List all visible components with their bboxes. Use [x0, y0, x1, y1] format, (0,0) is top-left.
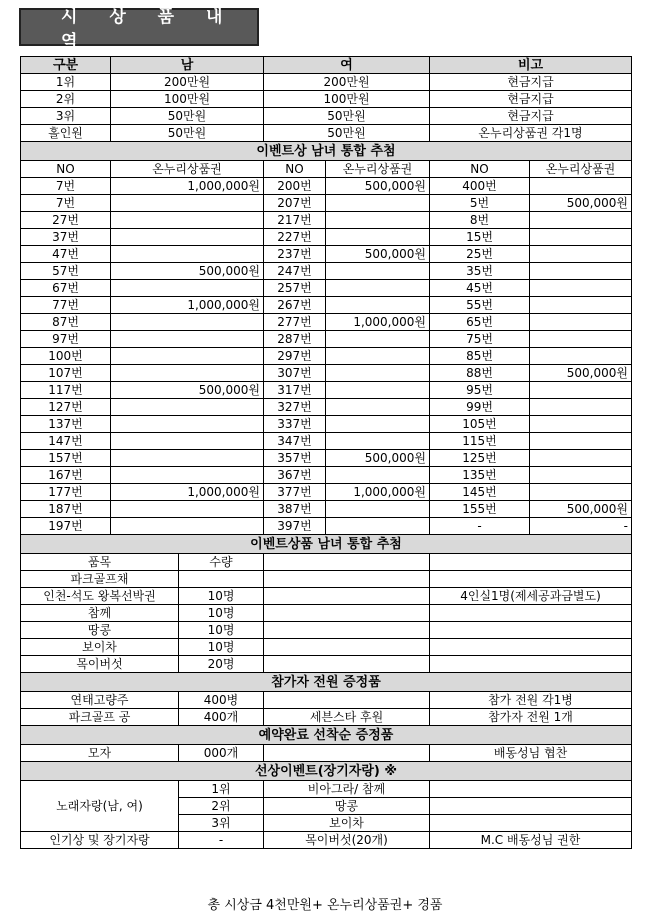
table-cell: 10명	[179, 622, 264, 639]
lottery-row	[21, 297, 632, 314]
table-cell	[326, 365, 430, 382]
footer-total: 총 시상금 4천만원+ 온누리상품권+ 경품	[207, 898, 443, 913]
table-cell: 197번	[21, 518, 111, 535]
table-cell: 77번	[21, 297, 111, 314]
table-cell	[264, 656, 430, 673]
table-cell	[430, 639, 632, 656]
table-cell	[530, 416, 632, 433]
lottery-row	[21, 450, 632, 467]
table-cell: 노래자랑(남, 여)	[21, 781, 179, 832]
table-cell: 95번	[430, 382, 530, 399]
table-cell: 400병	[179, 692, 264, 709]
table-cell: 187번	[21, 501, 111, 518]
table-cell	[530, 280, 632, 297]
table-cell: 177번	[21, 484, 111, 501]
table-cell: 137번	[21, 416, 111, 433]
table-cell	[530, 467, 632, 484]
table-cell: 307번	[264, 365, 326, 382]
table-cell: 홀인원	[21, 125, 111, 142]
table-cell: 보이차	[264, 815, 430, 832]
section-header	[21, 673, 632, 692]
table-cell: 1,000,000원	[111, 484, 264, 501]
table-cell: 35번	[430, 263, 530, 280]
column-header: 온누리상품권	[326, 161, 430, 178]
goods-row	[21, 639, 632, 656]
table-cell: 500,000원	[326, 450, 430, 467]
table-cell: 목이버섯(20개)	[264, 832, 430, 849]
lottery-row	[21, 178, 632, 195]
table-cell: 세븐스타 후원	[264, 709, 430, 726]
table-cell	[111, 280, 264, 297]
table-cell: 100번	[21, 348, 111, 365]
table-cell	[326, 195, 430, 212]
table-cell: 1,000,000원	[326, 484, 430, 501]
table-cell: 500,000원	[326, 246, 430, 263]
table-cell: 397번	[264, 518, 326, 535]
table-cell: 297번	[264, 348, 326, 365]
section-title: 예약완료 선착순 증정품	[21, 726, 632, 745]
table-cell: 50만원	[111, 108, 264, 125]
lottery-row	[21, 314, 632, 331]
table-cell	[326, 382, 430, 399]
table-cell: 67번	[21, 280, 111, 297]
table-cell: 105번	[430, 416, 530, 433]
table-cell	[530, 399, 632, 416]
table-cell	[179, 571, 264, 588]
table-cell: 500,000원	[530, 365, 632, 382]
participant-row	[21, 709, 632, 726]
lottery-row	[21, 280, 632, 297]
table-cell	[111, 212, 264, 229]
prize-table	[20, 56, 632, 849]
table-cell: 400개	[179, 709, 264, 726]
table-cell: 135번	[430, 467, 530, 484]
table-cell	[111, 501, 264, 518]
column-header: 수량	[179, 554, 264, 571]
table-cell: 참가 전원 각1병	[430, 692, 632, 709]
table-cell	[326, 297, 430, 314]
table-cell: 500,000원	[111, 382, 264, 399]
table-cell: 파크골프 공	[21, 709, 179, 726]
table-cell: 100만원	[111, 91, 264, 108]
table-cell	[326, 331, 430, 348]
table-cell: 100만원	[264, 91, 430, 108]
table-cell: 4인실1명(제세공과금별도)	[430, 588, 632, 605]
table-cell: 목이버섯	[21, 656, 179, 673]
table-cell: 참께	[21, 605, 179, 622]
table-cell: 10명	[179, 588, 264, 605]
lottery-row	[21, 518, 632, 535]
table-cell: 20명	[179, 656, 264, 673]
table-cell: 200만원	[111, 74, 264, 91]
table-cell: 온누리상품권 각1명	[430, 125, 632, 142]
goods-row	[21, 622, 632, 639]
lottery-row	[21, 467, 632, 484]
table-cell: 현금지급	[430, 74, 632, 91]
table-cell	[111, 433, 264, 450]
table-cell: 237번	[264, 246, 326, 263]
table-cell: 85번	[430, 348, 530, 365]
table-cell: 500,000원	[530, 195, 632, 212]
table-cell: 50만원	[111, 125, 264, 142]
table-cell: 47번	[21, 246, 111, 263]
table-cell	[111, 348, 264, 365]
lottery-row	[21, 501, 632, 518]
lottery-row	[21, 416, 632, 433]
table-cell: M.C 배동성님 권한	[430, 832, 632, 849]
table-cell: 117번	[21, 382, 111, 399]
table-cell: 1,000,000원	[111, 297, 264, 314]
lottery-row	[21, 212, 632, 229]
table-cell	[111, 450, 264, 467]
table-cell: 8번	[430, 212, 530, 229]
table-cell: 500,000원	[326, 178, 430, 195]
prize-row	[21, 91, 632, 108]
table-cell	[326, 399, 430, 416]
table-cell: 500,000원	[530, 501, 632, 518]
table-cell	[430, 554, 632, 571]
table-cell: 200만원	[264, 74, 430, 91]
table-cell: 88번	[430, 365, 530, 382]
lottery-row	[21, 484, 632, 501]
table-cell: 500,000원	[111, 263, 264, 280]
table-cell	[430, 781, 632, 798]
column-header: 온누리상품권	[530, 161, 632, 178]
prize-header-row	[21, 57, 632, 74]
table-cell	[530, 178, 632, 195]
section-header	[21, 535, 632, 554]
table-cell	[530, 331, 632, 348]
prize-row	[21, 108, 632, 125]
table-cell	[111, 467, 264, 484]
table-cell: 125번	[430, 450, 530, 467]
table-cell: 127번	[21, 399, 111, 416]
karaoke-row	[21, 781, 632, 798]
lottery-row	[21, 331, 632, 348]
table-cell: 땅콩	[264, 798, 430, 815]
table-cell: 현금지급	[430, 108, 632, 125]
table-cell: 107번	[21, 365, 111, 382]
lottery-row	[21, 365, 632, 382]
table-cell: 1위	[21, 74, 111, 91]
table-cell: 75번	[430, 331, 530, 348]
table-cell: -	[179, 832, 264, 849]
table-cell: 377번	[264, 484, 326, 501]
table-cell	[111, 246, 264, 263]
table-cell	[111, 195, 264, 212]
table-cell: -	[430, 518, 530, 535]
popular-row	[21, 832, 632, 849]
table-cell: 인기상 및 장기자랑	[21, 832, 179, 849]
table-cell: 327번	[264, 399, 326, 416]
table-cell: 1,000,000원	[111, 178, 264, 195]
table-cell: 147번	[21, 433, 111, 450]
page-title: 시 상 품 내 역	[19, 8, 259, 46]
table-cell: 2위	[21, 91, 111, 108]
lottery-header-row	[21, 161, 632, 178]
section-title: 참가자 전원 증정품	[21, 673, 632, 692]
table-cell: 207번	[264, 195, 326, 212]
column-header: NO	[264, 161, 326, 178]
lottery-row	[21, 195, 632, 212]
table-cell: 비아그라/ 참께	[264, 781, 430, 798]
table-cell: 10명	[179, 639, 264, 656]
table-cell	[111, 518, 264, 535]
table-cell	[264, 571, 430, 588]
table-cell: 57번	[21, 263, 111, 280]
table-cell	[430, 798, 632, 815]
table-cell	[430, 815, 632, 832]
table-cell: 145번	[430, 484, 530, 501]
table-cell	[111, 314, 264, 331]
table-cell	[326, 263, 430, 280]
lottery-row	[21, 263, 632, 280]
lottery-row	[21, 348, 632, 365]
table-cell: 인천-석도 왕복선박권	[21, 588, 179, 605]
column-header: 비고	[430, 57, 632, 74]
table-cell	[530, 314, 632, 331]
table-cell: -	[530, 518, 632, 535]
reservation-row	[21, 745, 632, 762]
section-title: 이벤트상 남녀 통합 추첨	[21, 142, 632, 161]
lottery-row	[21, 229, 632, 246]
section-header	[21, 726, 632, 745]
table-cell	[530, 212, 632, 229]
table-cell: 현금지급	[430, 91, 632, 108]
table-cell: 400번	[430, 178, 530, 195]
column-header: 온누리상품권	[111, 161, 264, 178]
lottery-row	[21, 399, 632, 416]
table-cell: 155번	[430, 501, 530, 518]
table-cell	[111, 416, 264, 433]
participant-row	[21, 692, 632, 709]
table-cell: 167번	[21, 467, 111, 484]
lottery-row	[21, 246, 632, 263]
table-cell: 3위	[21, 108, 111, 125]
table-cell: 227번	[264, 229, 326, 246]
goods-header-row	[21, 554, 632, 571]
table-cell: 참가자 전원 1개	[430, 709, 632, 726]
table-cell: 247번	[264, 263, 326, 280]
table-cell: 땅콩	[21, 622, 179, 639]
table-cell: 347번	[264, 433, 326, 450]
table-cell: 115번	[430, 433, 530, 450]
column-header: 품목	[21, 554, 179, 571]
table-cell	[326, 348, 430, 365]
table-cell: 267번	[264, 297, 326, 314]
section-title: 선상이벤트(장기자랑) ※	[21, 762, 632, 781]
table-cell	[264, 745, 430, 762]
table-cell: 357번	[264, 450, 326, 467]
table-cell: 2위	[179, 798, 264, 815]
table-cell	[264, 554, 430, 571]
table-cell: 200번	[264, 178, 326, 195]
table-cell: 50만원	[264, 108, 430, 125]
table-cell: 000개	[179, 745, 264, 762]
table-cell	[326, 518, 430, 535]
lottery-row	[21, 382, 632, 399]
table-cell: 65번	[430, 314, 530, 331]
table-cell: 87번	[21, 314, 111, 331]
table-cell	[111, 331, 264, 348]
prize-row	[21, 125, 632, 142]
table-cell	[326, 501, 430, 518]
column-header: 여	[264, 57, 430, 74]
table-cell: 277번	[264, 314, 326, 331]
table-cell	[430, 656, 632, 673]
lottery-row	[21, 433, 632, 450]
section-header	[21, 762, 632, 781]
table-cell: 1위	[179, 781, 264, 798]
table-cell	[264, 639, 430, 656]
table-cell	[326, 416, 430, 433]
table-cell: 파크골프채	[21, 571, 179, 588]
table-cell: 97번	[21, 331, 111, 348]
table-cell	[530, 297, 632, 314]
table-cell: 배동성님 협찬	[430, 745, 632, 762]
table-cell: 10명	[179, 605, 264, 622]
table-cell	[530, 450, 632, 467]
table-cell	[530, 382, 632, 399]
table-cell: 모자	[21, 745, 179, 762]
goods-row	[21, 588, 632, 605]
table-cell	[530, 433, 632, 450]
table-cell	[530, 348, 632, 365]
table-cell: 보이차	[21, 639, 179, 656]
table-cell: 25번	[430, 246, 530, 263]
table-cell	[326, 212, 430, 229]
table-cell: 99번	[430, 399, 530, 416]
table-cell: 7번	[21, 178, 111, 195]
table-cell	[430, 605, 632, 622]
goods-row	[21, 571, 632, 588]
table-cell	[530, 484, 632, 501]
column-header: 구분	[21, 57, 111, 74]
table-cell	[530, 229, 632, 246]
column-header: 남	[111, 57, 264, 74]
table-cell: 5번	[430, 195, 530, 212]
table-cell	[326, 280, 430, 297]
section-header	[21, 142, 632, 161]
table-cell	[530, 263, 632, 280]
table-cell: 317번	[264, 382, 326, 399]
table-cell	[430, 622, 632, 639]
table-cell: 50만원	[264, 125, 430, 142]
table-cell	[326, 433, 430, 450]
table-cell	[111, 229, 264, 246]
table-cell: 217번	[264, 212, 326, 229]
table-cell: 3위	[179, 815, 264, 832]
table-cell	[264, 622, 430, 639]
table-cell	[530, 246, 632, 263]
table-cell	[326, 229, 430, 246]
table-cell: 337번	[264, 416, 326, 433]
table-cell: 157번	[21, 450, 111, 467]
column-header: NO	[21, 161, 111, 178]
table-cell	[264, 605, 430, 622]
table-cell: 37번	[21, 229, 111, 246]
table-cell	[264, 692, 430, 709]
section-title: 이벤트상품 남녀 통합 추첨	[21, 535, 632, 554]
goods-row	[21, 656, 632, 673]
table-cell	[111, 399, 264, 416]
prize-row	[21, 74, 632, 91]
table-cell	[326, 467, 430, 484]
table-cell: 287번	[264, 331, 326, 348]
table-cell	[111, 365, 264, 382]
table-cell: 연태고량주	[21, 692, 179, 709]
goods-row	[21, 605, 632, 622]
table-cell: 387번	[264, 501, 326, 518]
table-cell: 367번	[264, 467, 326, 484]
table-cell: 55번	[430, 297, 530, 314]
column-header: NO	[430, 161, 530, 178]
table-cell: 27번	[21, 212, 111, 229]
table-cell: 7번	[21, 195, 111, 212]
table-cell	[264, 588, 430, 605]
table-cell: 15번	[430, 229, 530, 246]
table-cell: 1,000,000원	[326, 314, 430, 331]
table-cell: 45번	[430, 280, 530, 297]
table-cell: 257번	[264, 280, 326, 297]
table-cell	[430, 571, 632, 588]
